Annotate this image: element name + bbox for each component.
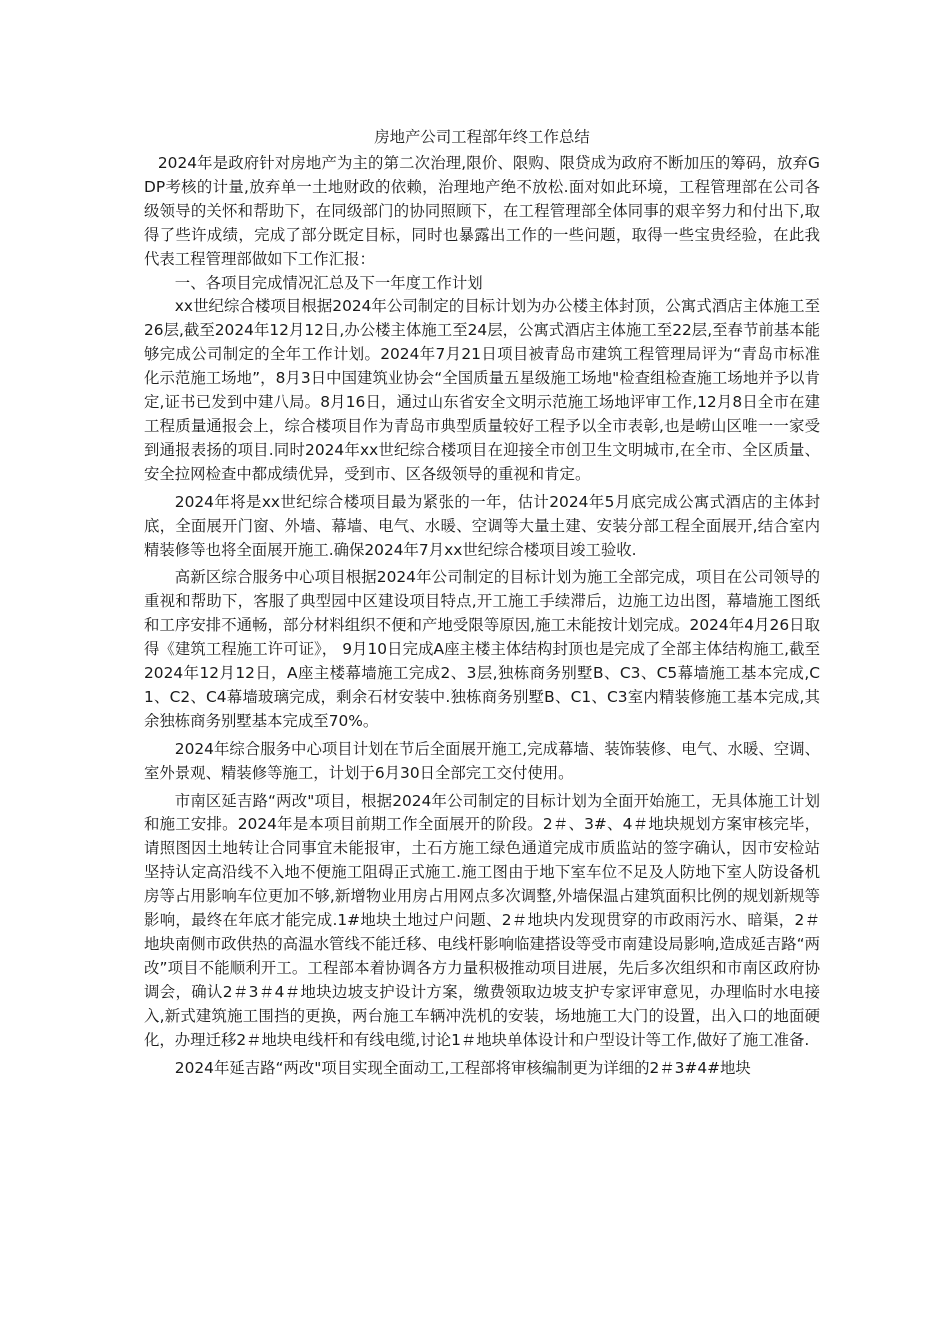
- document-body: [144, 122, 820, 1080]
- section-heading: 一、各项目完成情况汇总及下一年度工作计划: [174, 273, 483, 292]
- paragraph-xx-complex-progress: xx世纪综合楼项目根据2024年公司制定的目标计划为办公楼主体封顶，公寓式酒店主体施工至26层,截至2024年12月12日,办公楼主体施工至24层，公寓式酒店主体施工至22层,至春节前基本能够完成公司制定的全年工作计划。2024年7月21日项目被青岛市建筑工程管理局评为“青岛市标准化示范施工场地”，8月3日中国建筑业协会“全国质量五星级施工场地"检查组检查施工场地并予以肯定,证书已发到中建八局。8月16日，通过山东省安全文明示范施工场地评审工作,12月8日全市在建工程质量通报会上，综合楼项目作为青岛市典型质量较好工程予以全市表彰,也是崂山区唯一一家受到通报表扬的项目.同时2024年xx世纪综合楼项目在迎接全市创卫生文明城市,在全市、全区质量、安全拉网检查中都成绩优异，受到市、区各级领导的重视和肯定。: [144, 297, 820, 483]
- paragraph-service-center-plan: 2024年综合服务中心项目计划在节后全面展开施工,完成幕墙、装饰装修、电气、水暖、空调、室外景观、精装修等施工，计划于6月30日全部完工交付使用。: [144, 739, 820, 782]
- paragraph-yanji-road-progress: 市南区延吉路“两改"项目，根据2024年公司制定的目标计划为全面开始施工，无具体施工计划和施工安排。2024年是本项目前期工作全面展开的阶段。2＃、3#、4＃地块规划方案审核完毕，请照图因土地转让合同事宜未能报审，土石方施工绿色通道完成市质监站的签字确认，因市安检站坚持认定高沿线不入地不便施工阻碍正式施工.施工图由于地下室车位不足及人防地下室人防设备机房等占用影响车位更加不够,新增物业用房占用网点多次调整,外墙保温占建筑面积比例的规划新规等影响，最终在年底才能完成.1#地块土地过户问题、2＃地块内发现贯穿的市政雨污水、暗渠，2＃地块南侧市政供热的高温水管线不能迁移、电线杆影响临建搭设等受市南建设局影响,造成延吉路“两改”项目不能顺利开工。工程部本着协调各方力量积极推动项目进展，先后多次组织和市南区政府协调会，确认2＃3＃4＃地块边坡支护设计方案，缴费领取边坡支护专家评审意见，办理临时水电接入,新式建筑施工围挡的更换，两台施工车辆冲洗机的安装，场地施工大门的设置，出入口的地面硬化，办理迁移2＃地块电线杆和有线电缆,讨论1＃地块单体设计和户型设计等工作,做好了施工准备.: [144, 791, 820, 1049]
- paragraph-service-center-progress: 高新区综合服务中心项目根据2024年公司制定的目标计划为施工全部完成，项目在公司领导的重视和帮助下，客服了典型园中区建设项目特点,开工施工手续滞后，边施工边出图，幕墙施工图纸和工序安排不通畅，部分材料组织不便和产地受限等原因,施工未能按计划完成。2024年4月26日取得《建筑工程施工许可证》， 9月10日完成A座主楼主体结构封顶也是完成了全部主体结构施工,截至2024年12月12日，A座主楼幕墙施工完成2、3层,独栋商务别墅B、C3、C5幕墙施工基本完成,C1、C2、C4幕墙玻璃完成，剩余石材安装中.独栋商务别墅B、C1、C3室内精装修施工基本完成,其余独栋商务别墅基本完成至70%。: [144, 568, 820, 730]
- intro-paragraph: 2024年是政府针对房地产为主的第二次治理,限价、限购、限贷成为政府不断加压的筹码，放弃GDP考核的计量,放弃单一土地财政的依赖，治理地产绝不放松.面对如此环境，工程管理部在公司各级领导的关怀和帮助下，在同级部门的协同照顾下，在工程管理部全体同事的艰辛努力和付出下,取得了些许成绩，完成了部分既定目标，同时也暴露出工作的一些问题，取得一些宝贵经验，在此我代表工程管理部做如下工作汇报：: [144, 154, 820, 268]
- paragraph-xx-complex-plan: 2024年将是xx世纪综合楼项目最为紧张的一年，估计2024年5月底完成公寓式酒店的主体封底，全面展开门窗、外墙、幕墙、电气、水暖、空调等大量土建、安装分部工程全面展开,结合室内精装修等也将全面展开施工.确保2024年7月xx世纪综合楼项目竣工验收.: [144, 492, 820, 559]
- paragraph-yanji-road-plan: 2024年延吉路“两改"项目实现全面动工,工程部将审核编制更为详细的2＃3#4#地块: [174, 1058, 751, 1077]
- document-title: 房地产公司工程部年终工作总结: [374, 128, 590, 146]
